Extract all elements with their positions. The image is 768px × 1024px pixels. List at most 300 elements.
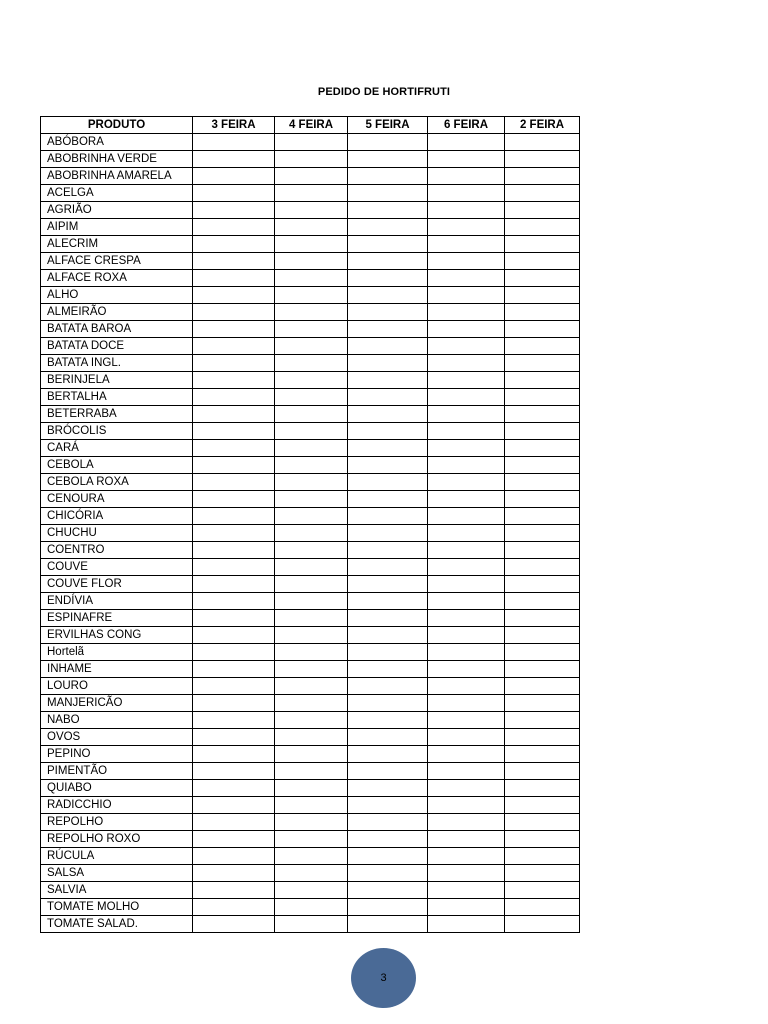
quantity-cell[interactable] <box>348 287 428 304</box>
quantity-cell[interactable] <box>275 185 348 202</box>
quantity-cell[interactable] <box>275 338 348 355</box>
quantity-cell[interactable] <box>193 916 275 933</box>
table-row <box>41 321 580 338</box>
quantity-cell[interactable] <box>505 814 580 831</box>
quantity-cell[interactable] <box>348 865 428 882</box>
product-name-cell: ALECRIM <box>41 236 193 253</box>
quantity-cell[interactable] <box>193 185 275 202</box>
quantity-cell[interactable] <box>505 202 580 219</box>
table-row <box>41 780 580 797</box>
quantity-cell[interactable] <box>193 389 275 406</box>
quantity-cell[interactable] <box>193 763 275 780</box>
quantity-cell[interactable] <box>505 865 580 882</box>
quantity-cell[interactable] <box>428 576 505 593</box>
quantity-cell[interactable] <box>428 814 505 831</box>
quantity-cell[interactable] <box>428 168 505 185</box>
quantity-cell[interactable] <box>348 151 428 168</box>
quantity-cell[interactable] <box>348 916 428 933</box>
quantity-cell[interactable] <box>505 559 580 576</box>
quantity-cell[interactable] <box>505 134 580 151</box>
quantity-cell[interactable] <box>505 423 580 440</box>
quantity-cell[interactable] <box>428 185 505 202</box>
table-row <box>41 661 580 678</box>
quantity-cell[interactable] <box>428 151 505 168</box>
table-row <box>41 406 580 423</box>
table-row <box>41 491 580 508</box>
quantity-cell[interactable] <box>348 780 428 797</box>
quantity-cell[interactable] <box>428 763 505 780</box>
quantity-cell[interactable] <box>505 219 580 236</box>
quantity-cell[interactable] <box>428 695 505 712</box>
quantity-cell[interactable] <box>275 780 348 797</box>
quantity-cell[interactable] <box>428 406 505 423</box>
quantity-cell[interactable] <box>193 491 275 508</box>
quantity-cell[interactable] <box>348 491 428 508</box>
quantity-cell[interactable] <box>193 848 275 865</box>
product-name-cell: CENOURA <box>41 491 193 508</box>
quantity-cell[interactable] <box>505 253 580 270</box>
quantity-cell[interactable] <box>505 542 580 559</box>
quantity-cell[interactable] <box>348 355 428 372</box>
quantity-cell[interactable] <box>193 831 275 848</box>
table-row <box>41 355 580 372</box>
quantity-cell[interactable] <box>428 270 505 287</box>
product-name-cell: BERTALHA <box>41 389 193 406</box>
quantity-cell[interactable] <box>275 831 348 848</box>
quantity-cell[interactable] <box>428 831 505 848</box>
quantity-cell[interactable] <box>505 525 580 542</box>
quantity-cell[interactable] <box>428 627 505 644</box>
quantity-cell[interactable] <box>428 865 505 882</box>
quantity-cell[interactable] <box>505 372 580 389</box>
column-header-3-feira: 3 FEIRA <box>193 117 275 134</box>
quantity-cell[interactable] <box>193 202 275 219</box>
quantity-cell[interactable] <box>193 338 275 355</box>
quantity-cell[interactable] <box>193 865 275 882</box>
quantity-cell[interactable] <box>348 695 428 712</box>
product-name-cell: LOURO <box>41 678 193 695</box>
quantity-cell[interactable] <box>428 593 505 610</box>
quantity-cell[interactable] <box>275 474 348 491</box>
quantity-cell[interactable] <box>505 491 580 508</box>
quantity-cell[interactable] <box>505 270 580 287</box>
quantity-cell[interactable] <box>193 882 275 899</box>
quantity-cell[interactable] <box>193 644 275 661</box>
quantity-cell[interactable] <box>428 610 505 627</box>
quantity-cell[interactable] <box>348 627 428 644</box>
quantity-cell[interactable] <box>505 355 580 372</box>
quantity-cell[interactable] <box>275 661 348 678</box>
quantity-cell[interactable] <box>348 525 428 542</box>
quantity-cell[interactable] <box>275 763 348 780</box>
product-name-cell: CARÁ <box>41 440 193 457</box>
quantity-cell[interactable] <box>348 236 428 253</box>
quantity-cell[interactable] <box>193 355 275 372</box>
quantity-cell[interactable] <box>193 134 275 151</box>
quantity-cell[interactable] <box>428 712 505 729</box>
quantity-cell[interactable] <box>348 457 428 474</box>
quantity-cell[interactable] <box>193 270 275 287</box>
quantity-cell[interactable] <box>275 678 348 695</box>
quantity-cell[interactable] <box>275 423 348 440</box>
quantity-cell[interactable] <box>193 559 275 576</box>
quantity-cell[interactable] <box>193 746 275 763</box>
quantity-cell[interactable] <box>428 916 505 933</box>
quantity-cell[interactable] <box>348 508 428 525</box>
quantity-cell[interactable] <box>505 151 580 168</box>
quantity-cell[interactable] <box>348 440 428 457</box>
quantity-cell[interactable] <box>348 202 428 219</box>
quantity-cell[interactable] <box>428 882 505 899</box>
quantity-cell[interactable] <box>348 593 428 610</box>
quantity-cell[interactable] <box>275 491 348 508</box>
quantity-cell[interactable] <box>428 253 505 270</box>
quantity-cell[interactable] <box>275 644 348 661</box>
quantity-cell[interactable] <box>193 321 275 338</box>
quantity-cell[interactable] <box>505 304 580 321</box>
quantity-cell[interactable] <box>428 797 505 814</box>
product-name-cell: CEBOLA ROXA <box>41 474 193 491</box>
product-name-cell: COENTRO <box>41 542 193 559</box>
product-name-cell: BRÓCOLIS <box>41 423 193 440</box>
quantity-cell[interactable] <box>275 304 348 321</box>
quantity-cell[interactable] <box>275 406 348 423</box>
quantity-cell[interactable] <box>275 372 348 389</box>
table-row <box>41 593 580 610</box>
order-table <box>40 116 580 933</box>
quantity-cell[interactable] <box>348 661 428 678</box>
quantity-cell[interactable] <box>193 168 275 185</box>
quantity-cell[interactable] <box>428 287 505 304</box>
quantity-cell[interactable] <box>505 831 580 848</box>
quantity-cell[interactable] <box>348 372 428 389</box>
quantity-cell[interactable] <box>275 253 348 270</box>
quantity-cell[interactable] <box>193 236 275 253</box>
table-row <box>41 525 580 542</box>
quantity-cell[interactable] <box>193 729 275 746</box>
quantity-cell[interactable] <box>275 559 348 576</box>
quantity-cell[interactable] <box>193 627 275 644</box>
table-body <box>41 134 580 933</box>
table-row <box>41 797 580 814</box>
quantity-cell[interactable] <box>275 321 348 338</box>
quantity-cell[interactable] <box>505 797 580 814</box>
quantity-cell[interactable] <box>275 882 348 899</box>
quantity-cell[interactable] <box>505 627 580 644</box>
quantity-cell[interactable] <box>505 389 580 406</box>
quantity-cell[interactable] <box>348 474 428 491</box>
table-row <box>41 916 580 933</box>
quantity-cell[interactable] <box>348 831 428 848</box>
table-row <box>41 440 580 457</box>
quantity-cell[interactable] <box>505 644 580 661</box>
quantity-cell[interactable] <box>348 338 428 355</box>
quantity-cell[interactable] <box>428 661 505 678</box>
quantity-cell[interactable] <box>348 185 428 202</box>
quantity-cell[interactable] <box>348 321 428 338</box>
page-number: 3 <box>380 972 387 984</box>
quantity-cell[interactable] <box>275 270 348 287</box>
quantity-cell[interactable] <box>348 899 428 916</box>
quantity-cell[interactable] <box>193 525 275 542</box>
quantity-cell[interactable] <box>275 865 348 882</box>
quantity-cell[interactable] <box>193 610 275 627</box>
quantity-cell[interactable] <box>348 270 428 287</box>
quantity-cell[interactable] <box>348 304 428 321</box>
quantity-cell[interactable] <box>275 576 348 593</box>
table-row <box>41 236 580 253</box>
quantity-cell[interactable] <box>275 440 348 457</box>
quantity-cell[interactable] <box>505 882 580 899</box>
quantity-cell[interactable] <box>193 695 275 712</box>
quantity-cell[interactable] <box>348 644 428 661</box>
quantity-cell[interactable] <box>275 627 348 644</box>
table-row <box>41 576 580 593</box>
table-row <box>41 338 580 355</box>
quantity-cell[interactable] <box>275 712 348 729</box>
quantity-cell[interactable] <box>275 542 348 559</box>
quantity-cell[interactable] <box>505 678 580 695</box>
quantity-cell[interactable] <box>428 746 505 763</box>
quantity-cell[interactable] <box>505 168 580 185</box>
quantity-cell[interactable] <box>193 474 275 491</box>
quantity-cell[interactable] <box>505 695 580 712</box>
product-name-cell: ERVILHAS CONG <box>41 627 193 644</box>
table-row <box>41 882 580 899</box>
quantity-cell[interactable] <box>193 593 275 610</box>
quantity-cell[interactable] <box>505 338 580 355</box>
quantity-cell[interactable] <box>193 287 275 304</box>
table-row <box>41 185 580 202</box>
quantity-cell[interactable] <box>348 814 428 831</box>
quantity-cell[interactable] <box>348 610 428 627</box>
product-name-cell: AIPIM <box>41 219 193 236</box>
table-row <box>41 695 580 712</box>
quantity-cell[interactable] <box>193 797 275 814</box>
quantity-cell[interactable] <box>348 746 428 763</box>
product-name-cell: BERINJELA <box>41 372 193 389</box>
quantity-cell[interactable] <box>428 389 505 406</box>
quantity-cell[interactable] <box>428 338 505 355</box>
table-row <box>41 814 580 831</box>
quantity-cell[interactable] <box>193 780 275 797</box>
quantity-cell[interactable] <box>193 457 275 474</box>
product-name-cell: RÚCULA <box>41 848 193 865</box>
quantity-cell[interactable] <box>275 525 348 542</box>
quantity-cell[interactable] <box>193 678 275 695</box>
product-name-cell: TOMATE SALAD. <box>41 916 193 933</box>
table-row <box>41 627 580 644</box>
table-row <box>41 168 580 185</box>
quantity-cell[interactable] <box>275 916 348 933</box>
quantity-cell[interactable] <box>505 712 580 729</box>
quantity-cell[interactable] <box>505 593 580 610</box>
quantity-cell[interactable] <box>193 253 275 270</box>
quantity-cell[interactable] <box>193 423 275 440</box>
product-name-cell: BETERRABA <box>41 406 193 423</box>
quantity-cell[interactable] <box>275 746 348 763</box>
quantity-cell[interactable] <box>275 287 348 304</box>
product-name-cell: BATATA DOCE <box>41 338 193 355</box>
quantity-cell[interactable] <box>505 474 580 491</box>
quantity-cell[interactable] <box>428 644 505 661</box>
product-name-cell: INHAME <box>41 661 193 678</box>
quantity-cell[interactable] <box>505 610 580 627</box>
quantity-cell[interactable] <box>505 848 580 865</box>
quantity-cell[interactable] <box>505 440 580 457</box>
table-header-row <box>41 117 580 134</box>
quantity-cell[interactable] <box>428 134 505 151</box>
product-name-cell: Hortelã <box>41 644 193 661</box>
product-name-cell: COUVE <box>41 559 193 576</box>
product-name-cell: ALFACE CRESPA <box>41 253 193 270</box>
table-row <box>41 763 580 780</box>
column-header-4-feira: 4 FEIRA <box>275 117 348 134</box>
table-row <box>41 287 580 304</box>
quantity-cell[interactable] <box>348 729 428 746</box>
quantity-cell[interactable] <box>275 610 348 627</box>
quantity-cell[interactable] <box>428 423 505 440</box>
quantity-cell[interactable] <box>348 712 428 729</box>
quantity-cell[interactable] <box>428 202 505 219</box>
quantity-cell[interactable] <box>193 542 275 559</box>
quantity-cell[interactable] <box>505 661 580 678</box>
quantity-cell[interactable] <box>505 321 580 338</box>
quantity-cell[interactable] <box>348 576 428 593</box>
table-row <box>41 202 580 219</box>
quantity-cell[interactable] <box>275 134 348 151</box>
quantity-cell[interactable] <box>428 678 505 695</box>
quantity-cell[interactable] <box>348 219 428 236</box>
quantity-cell[interactable] <box>505 457 580 474</box>
quantity-cell[interactable] <box>275 355 348 372</box>
quantity-cell[interactable] <box>275 899 348 916</box>
quantity-cell[interactable] <box>193 440 275 457</box>
quantity-cell[interactable] <box>428 304 505 321</box>
quantity-cell[interactable] <box>275 389 348 406</box>
quantity-cell[interactable] <box>428 729 505 746</box>
product-name-cell: ALFACE ROXA <box>41 270 193 287</box>
quantity-cell[interactable] <box>428 508 505 525</box>
quantity-cell[interactable] <box>193 372 275 389</box>
quantity-cell[interactable] <box>348 134 428 151</box>
quantity-cell[interactable] <box>348 559 428 576</box>
quantity-cell[interactable] <box>428 525 505 542</box>
quantity-cell[interactable] <box>275 848 348 865</box>
quantity-cell[interactable] <box>275 729 348 746</box>
quantity-cell[interactable] <box>428 474 505 491</box>
quantity-cell[interactable] <box>505 406 580 423</box>
quantity-cell[interactable] <box>275 202 348 219</box>
column-header-6-feira: 6 FEIRA <box>428 117 505 134</box>
quantity-cell[interactable] <box>193 304 275 321</box>
quantity-cell[interactable] <box>348 423 428 440</box>
quantity-cell[interactable] <box>348 389 428 406</box>
page-number-badge <box>351 948 416 1008</box>
quantity-cell[interactable] <box>505 899 580 916</box>
quantity-cell[interactable] <box>505 185 580 202</box>
product-name-cell: REPOLHO ROXO <box>41 831 193 848</box>
quantity-cell[interactable] <box>428 491 505 508</box>
quantity-cell[interactable] <box>505 236 580 253</box>
column-header-5-feira: 5 FEIRA <box>348 117 428 134</box>
quantity-cell[interactable] <box>348 168 428 185</box>
quantity-cell[interactable] <box>275 797 348 814</box>
quantity-cell[interactable] <box>193 219 275 236</box>
quantity-cell[interactable] <box>505 729 580 746</box>
quantity-cell[interactable] <box>428 780 505 797</box>
quantity-cell[interactable] <box>428 321 505 338</box>
quantity-cell[interactable] <box>275 508 348 525</box>
quantity-cell[interactable] <box>193 712 275 729</box>
quantity-cell[interactable] <box>505 916 580 933</box>
quantity-cell[interactable] <box>275 814 348 831</box>
quantity-cell[interactable] <box>275 168 348 185</box>
product-name-cell: ABÓBORA <box>41 134 193 151</box>
quantity-cell[interactable] <box>428 899 505 916</box>
quantity-cell[interactable] <box>505 746 580 763</box>
quantity-cell[interactable] <box>505 508 580 525</box>
table-row <box>41 151 580 168</box>
quantity-cell[interactable] <box>505 763 580 780</box>
quantity-cell[interactable] <box>348 797 428 814</box>
quantity-cell[interactable] <box>193 899 275 916</box>
product-name-cell: PEPINO <box>41 746 193 763</box>
quantity-cell[interactable] <box>348 763 428 780</box>
table-row <box>41 134 580 151</box>
quantity-cell[interactable] <box>275 236 348 253</box>
table-row <box>41 457 580 474</box>
quantity-cell[interactable] <box>193 661 275 678</box>
quantity-cell[interactable] <box>428 559 505 576</box>
product-name-cell: BATATA BAROA <box>41 321 193 338</box>
quantity-cell[interactable] <box>428 236 505 253</box>
quantity-cell[interactable] <box>428 848 505 865</box>
quantity-cell[interactable] <box>193 576 275 593</box>
quantity-cell[interactable] <box>275 151 348 168</box>
quantity-cell[interactable] <box>275 593 348 610</box>
quantity-cell[interactable] <box>275 457 348 474</box>
quantity-cell[interactable] <box>428 372 505 389</box>
quantity-cell[interactable] <box>348 542 428 559</box>
quantity-cell[interactable] <box>505 287 580 304</box>
quantity-cell[interactable] <box>193 814 275 831</box>
column-header-2-feira: 2 FEIRA <box>505 117 580 134</box>
quantity-cell[interactable] <box>505 576 580 593</box>
quantity-cell[interactable] <box>193 508 275 525</box>
quantity-cell[interactable] <box>348 406 428 423</box>
quantity-cell[interactable] <box>193 151 275 168</box>
quantity-cell[interactable] <box>275 695 348 712</box>
table-row <box>41 304 580 321</box>
quantity-cell[interactable] <box>428 457 505 474</box>
table-row <box>41 678 580 695</box>
quantity-cell[interactable] <box>428 355 505 372</box>
quantity-cell[interactable] <box>428 542 505 559</box>
quantity-cell[interactable] <box>348 678 428 695</box>
quantity-cell[interactable] <box>428 219 505 236</box>
quantity-cell[interactable] <box>275 219 348 236</box>
quantity-cell[interactable] <box>193 406 275 423</box>
table-row <box>41 508 580 525</box>
table-row <box>41 831 580 848</box>
quantity-cell[interactable] <box>505 780 580 797</box>
quantity-cell[interactable] <box>348 882 428 899</box>
product-name-cell: RADICCHIO <box>41 797 193 814</box>
quantity-cell[interactable] <box>348 253 428 270</box>
quantity-cell[interactable] <box>428 440 505 457</box>
quantity-cell[interactable] <box>348 848 428 865</box>
